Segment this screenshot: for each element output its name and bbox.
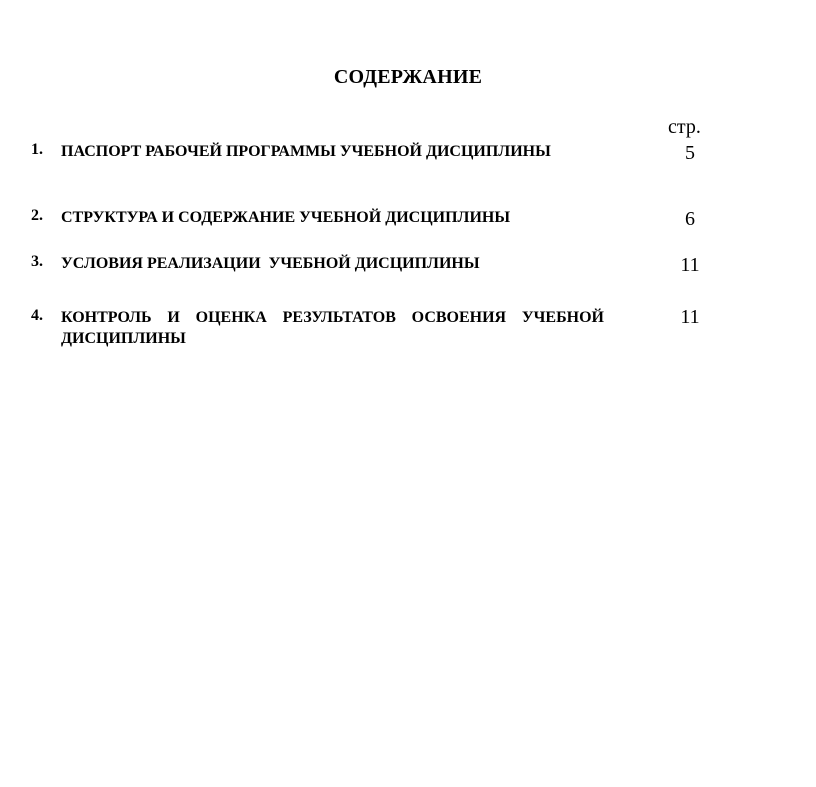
page-column-label: стр. bbox=[668, 116, 701, 138]
toc-entry-text: КОНТРОЛЬ И ОЦЕНКА РЕЗУЛЬТАТОВ ОСВОЕНИЯ УЧЕБНОЙ ДИСЦИПЛИНЫ bbox=[61, 309, 604, 347]
document-title: СОДЕРЖАНИЕ bbox=[333, 66, 483, 88]
toc-entry-text: УСЛОВИЯ РЕАЛИЗАЦИИ УЧЕБНОЙ ДИСЦИПЛИНЫ bbox=[61, 255, 480, 272]
toc-entry-1-page: 5 bbox=[685, 142, 695, 164]
toc-entry-number: 3. bbox=[31, 253, 43, 270]
toc-entry-4-page: 11 bbox=[680, 306, 700, 328]
toc-entry-number: 1. bbox=[31, 141, 43, 158]
toc-entry-number: 2. bbox=[31, 207, 43, 224]
toc-entry-3-page: 11 bbox=[680, 254, 700, 276]
toc-entry-number: 4. bbox=[31, 307, 43, 324]
toc-entry-text: ПАСПОРТ РАБОЧЕЙ ПРОГРАММЫ УЧЕБНОЙ ДИСЦИПЛИНЫ bbox=[61, 143, 551, 160]
toc-entry-text: СТРУКТУРА И СОДЕРЖАНИЕ УЧЕБНОЙ ДИСЦИПЛИНЫ bbox=[61, 209, 511, 226]
toc-entry-2-page: 6 bbox=[685, 208, 695, 230]
